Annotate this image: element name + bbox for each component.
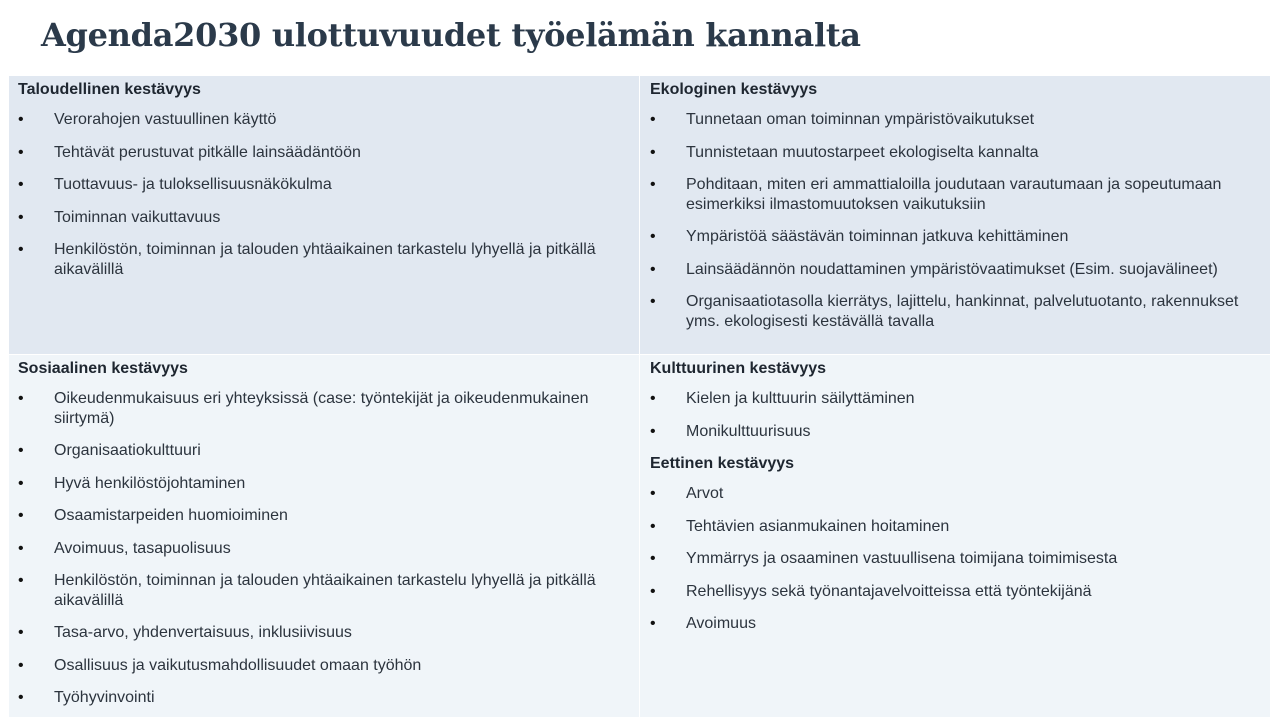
list-item: • Hyvä henkilöstöjohtaminen	[18, 474, 629, 494]
heading-ethical: Eettinen kestävyys	[650, 455, 795, 472]
list-item: • Rehellisyys sekä työnantajavelvoitteissa että työntekijänä	[650, 582, 1260, 602]
list-item: • Verorahojen vastuullinen käyttö	[18, 110, 629, 130]
list-item: • Tunnistetaan muutostarpeet ekologiselta kannalta	[650, 143, 1260, 163]
list-item: • Lainsäädännön noudattaminen ympäristövaatimukset (Esim. suojavälineet)	[650, 260, 1260, 280]
heading-ecological: Ekologinen kestävyys	[650, 81, 818, 98]
list-item: • Tunnetaan oman toiminnan ympäristövaikutukset	[650, 110, 1260, 130]
list-item: • Organisaatiokulttuuri	[18, 441, 629, 461]
list-item: • Tasa-arvo, yhdenvertaisuus, inklusiivisuus	[18, 623, 629, 643]
list-item: • Tehtävien asianmukainen hoitaminen	[650, 517, 1260, 537]
list-ecological	[650, 110, 1260, 331]
page-title: Agenda2030 ulottuvuudet työelämän kannalta	[41, 16, 861, 54]
list-item: • Osallisuus ja vaikutusmahdollisuudet omaan työhön	[18, 656, 629, 676]
list-item: • Tehtävät perustuvat pitkälle lainsäädäntöön	[18, 143, 629, 163]
list-item: • Oikeudenmukaisuus eri yhteyksissä (case: työntekijät ja oikeudenmukainen siirtymä)	[18, 389, 629, 428]
cell-economic	[9, 76, 639, 354]
list-economic	[18, 110, 629, 279]
list-item: • Arvot	[650, 484, 1260, 504]
list-ethical	[650, 484, 1260, 634]
cell-cultural-ethical	[640, 355, 1270, 717]
list-item: • Työhyvinvointi	[18, 688, 629, 708]
cell-ecological	[640, 76, 1270, 354]
list-item: • Organisaatiotasolla kierrätys, lajittelu, hankinnat, palvelutuotanto, rakennukset yms. ekologisesti kestävällä tavalla	[650, 292, 1260, 331]
list-item: • Pohditaan, miten eri ammattialoilla joudutaan varautumaan ja sopeutumaan esimerkiksi ilmastomuutoksen vaikutuksiin	[650, 175, 1260, 214]
list-item: • Kielen ja kulttuurin säilyttäminen	[650, 389, 1260, 409]
list-item: • Monikulttuurisuus	[650, 422, 1260, 442]
list-item: • Tuottavuus- ja tuloksellisuusnäkökulma	[18, 175, 629, 195]
list-item: • Avoimuus	[650, 614, 1260, 634]
dimensions-table	[9, 76, 1270, 717]
heading-economic: Taloudellinen kestävyys	[18, 81, 201, 98]
list-item: • Toiminnan vaikuttavuus	[18, 208, 629, 228]
cell-social	[9, 355, 639, 717]
list-cultural	[650, 389, 1260, 441]
heading-social: Sosiaalinen kestävyys	[18, 360, 188, 377]
list-item: • Ymmärrys ja osaaminen vastuullisena toimijana toimimisesta	[650, 549, 1260, 569]
list-item: • Osaamistarpeiden huomioiminen	[18, 506, 629, 526]
list-item: • Avoimuus, tasapuolisuus	[18, 539, 629, 559]
list-item: • Henkilöstön, toiminnan ja talouden yhtäaikainen tarkastelu lyhyellä ja pitkällä aikavälillä	[18, 571, 629, 610]
heading-cultural: Kulttuurinen kestävyys	[650, 360, 827, 377]
list-item: • Henkilöstön, toiminnan ja talouden yhtäaikainen tarkastelu lyhyellä ja pitkällä aikavälillä	[18, 240, 629, 279]
list-item: • Ympäristöä säästävän toiminnan jatkuva kehittäminen	[650, 227, 1260, 247]
list-social	[18, 389, 629, 708]
